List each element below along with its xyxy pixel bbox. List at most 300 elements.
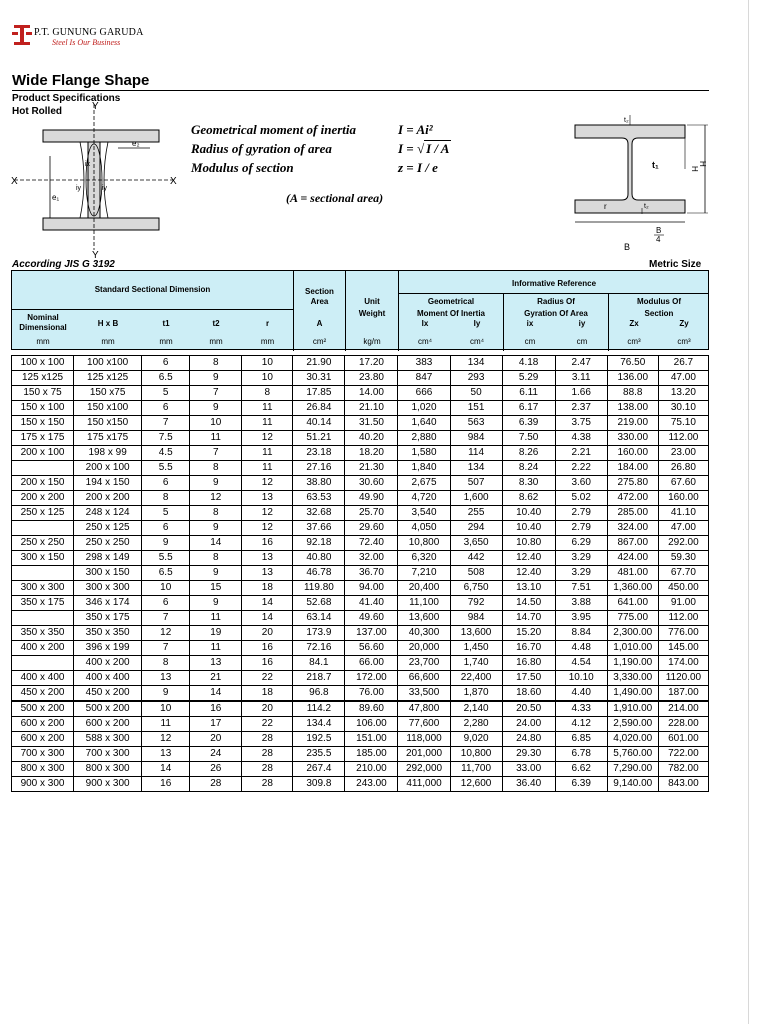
table-cell: 2.37 — [555, 401, 607, 416]
table-cell: 792 — [450, 596, 502, 611]
table-cell: 8.30 — [502, 476, 555, 491]
table-cell: 160.00 — [658, 491, 708, 506]
table-cell: 3,330.00 — [607, 671, 658, 686]
table-cell: 2,140 — [450, 701, 502, 717]
table-cell: 26.84 — [293, 401, 345, 416]
table-row — [12, 431, 709, 446]
table-cell: 350 x 350 — [12, 626, 74, 641]
table-cell: 66,600 — [398, 671, 450, 686]
company-tagline: Steel Is Our Business — [52, 38, 121, 47]
table-row — [12, 701, 709, 717]
table-cell: 1,640 — [398, 416, 450, 431]
table-cell: 1,190.00 — [607, 656, 658, 671]
table-cell: 900 x 300 — [74, 777, 142, 792]
table-cell: 67.60 — [658, 476, 708, 491]
table-cell: 300 x 300 — [12, 581, 74, 596]
table-cell: 23.00 — [658, 446, 708, 461]
table-cell: 800 x 300 — [12, 762, 74, 777]
table-cell: 8.26 — [502, 446, 555, 461]
table-cell: 300 x 150 — [74, 566, 142, 581]
table-cell: 2.21 — [555, 446, 607, 461]
table-cell: 7,290.00 — [607, 762, 658, 777]
table-cell: 16 — [242, 656, 293, 671]
table-cell: 2.79 — [555, 521, 607, 536]
table-cell: 46.78 — [293, 566, 345, 581]
table-cell: 13 — [142, 671, 190, 686]
table-row — [12, 777, 709, 792]
table-cell: 76.50 — [607, 356, 658, 371]
table-cell: 666 — [398, 386, 450, 401]
table-row — [12, 356, 709, 371]
table-cell: 6,750 — [450, 581, 502, 596]
h2-label: H — [698, 161, 707, 167]
standard-reference: According JIS G 3192 — [12, 259, 115, 270]
table-cell: 294 — [450, 521, 502, 536]
table-cell: 11,700 — [450, 762, 502, 777]
table-row — [12, 506, 709, 521]
table-row — [12, 371, 709, 386]
axis-y-bottom-label: Y — [92, 250, 99, 260]
table-cell: 14.00 — [345, 386, 398, 401]
table-cell: 3.60 — [555, 476, 607, 491]
table-cell: 12 — [190, 491, 242, 506]
table-cell: 134 — [450, 461, 502, 476]
table-cell: 23.18 — [293, 446, 345, 461]
page-edge — [748, 0, 749, 1024]
title-rule — [12, 90, 709, 91]
table-cell: 15 — [190, 581, 242, 596]
table-cell: 1.66 — [555, 386, 607, 401]
table-cell: 250 x 125 — [12, 506, 74, 521]
table-cell: 350 x 175 — [12, 596, 74, 611]
table-cell: 175 x175 — [74, 431, 142, 446]
table-cell: 50 — [450, 386, 502, 401]
table-cell: 4,050 — [398, 521, 450, 536]
table-cell: 5 — [142, 386, 190, 401]
table-cell: 12 — [142, 732, 190, 747]
table-cell: 13 — [242, 566, 293, 581]
table-cell: 28 — [242, 762, 293, 777]
axis-x-left-label: X — [11, 176, 18, 187]
table-cell: 481.00 — [607, 566, 658, 581]
table-cell: 11 — [190, 431, 242, 446]
table-cell: 255 — [450, 506, 502, 521]
table-cell: 293 — [450, 371, 502, 386]
table-cell: 72.16 — [293, 641, 345, 656]
table-cell: 8 — [190, 506, 242, 521]
table-cell: 800 x 300 — [74, 762, 142, 777]
table-cell: 1,740 — [450, 656, 502, 671]
t2-top-label: t₂ — [624, 117, 629, 124]
table-cell: 94.00 — [345, 581, 398, 596]
table-cell: 19 — [190, 626, 242, 641]
table-row — [12, 656, 709, 671]
hdr-informative: Informative Reference — [511, 279, 597, 288]
table-cell: 16 — [142, 777, 190, 792]
table-row — [12, 747, 709, 762]
table-cell: 472.00 — [607, 491, 658, 506]
table-cell: 900 x 300 — [12, 777, 74, 792]
table-cell: 292.00 — [658, 536, 708, 551]
table-cell: 151 — [450, 401, 502, 416]
table-cell: 47.00 — [658, 371, 708, 386]
page-title: Wide Flange Shape — [12, 72, 150, 89]
table-cell: 4.54 — [555, 656, 607, 671]
table-cell: 16.70 — [502, 641, 555, 656]
table-cell: 106.00 — [345, 717, 398, 732]
table-cell: 29.30 — [502, 747, 555, 762]
table-cell: 6.5 — [142, 371, 190, 386]
table-cell: 84.1 — [293, 656, 345, 671]
table-cell: 175 x 175 — [12, 431, 74, 446]
section-diagram-right — [560, 110, 720, 260]
table-cell: 150 x 100 — [12, 401, 74, 416]
table-cell: 10.10 — [555, 671, 607, 686]
table-cell: 383 — [398, 356, 450, 371]
h-label: H — [690, 166, 699, 172]
table-cell: 600 x 200 — [12, 717, 74, 732]
table-row — [12, 551, 709, 566]
table-cell: 3,650 — [450, 536, 502, 551]
table-cell: 782.00 — [658, 762, 708, 777]
table-cell: 2,280 — [450, 717, 502, 732]
table-cell: 2,590.00 — [607, 717, 658, 732]
table-cell: 198 x 99 — [74, 446, 142, 461]
table-cell: 400 x 200 — [74, 656, 142, 671]
table-row — [12, 581, 709, 596]
table-cell: 40.20 — [345, 431, 398, 446]
table-cell: 11 — [242, 416, 293, 431]
r-label: r — [604, 202, 607, 211]
table-cell: 91.00 — [658, 596, 708, 611]
table-cell: 21 — [190, 671, 242, 686]
table-cell: 1,020 — [398, 401, 450, 416]
company-logo-icon — [12, 24, 32, 46]
table-row — [12, 732, 709, 747]
table-cell: 9,140.00 — [607, 777, 658, 792]
table-cell: 14 — [242, 611, 293, 626]
table-cell: 15.20 — [502, 626, 555, 641]
table-cell: 1,490.00 — [607, 686, 658, 702]
b4-denominator: 4 — [656, 235, 661, 244]
table-cell: 40.80 — [293, 551, 345, 566]
table-cell: 13.20 — [658, 386, 708, 401]
table-cell: 9 — [190, 596, 242, 611]
table-cell: 243.00 — [345, 777, 398, 792]
table-cell: 300 x 150 — [12, 551, 74, 566]
table-cell: 28 — [242, 732, 293, 747]
table-cell: 63.14 — [293, 611, 345, 626]
table-cell: 16.80 — [502, 656, 555, 671]
table-cell: 2.47 — [555, 356, 607, 371]
table-cell: 9 — [190, 566, 242, 581]
table-cell: 16 — [242, 641, 293, 656]
table-cell: 41.40 — [345, 596, 398, 611]
table-cell: 33.00 — [502, 762, 555, 777]
table-cell: 396 x 199 — [74, 641, 142, 656]
table-cell: 28 — [242, 747, 293, 762]
table-cell: 601.00 — [658, 732, 708, 747]
table-cell: 7 — [142, 416, 190, 431]
table-cell: 114 — [450, 446, 502, 461]
table-cell: 500 x 200 — [74, 701, 142, 717]
table-cell: 1,840 — [398, 461, 450, 476]
table-cell: 867.00 — [607, 536, 658, 551]
table-cell: 8.84 — [555, 626, 607, 641]
table-cell: 160.00 — [607, 446, 658, 461]
table-cell: 3.11 — [555, 371, 607, 386]
table-cell: 23.80 — [345, 371, 398, 386]
table-cell: 6 — [142, 401, 190, 416]
table-cell: 324.00 — [607, 521, 658, 536]
table-cell: 26.7 — [658, 356, 708, 371]
table-cell: 17.50 — [502, 671, 555, 686]
table-cell: 49.60 — [345, 611, 398, 626]
table-cell: 192.5 — [293, 732, 345, 747]
table-cell: 210.00 — [345, 762, 398, 777]
table-cell: 77,600 — [398, 717, 450, 732]
table-cell: 2.22 — [555, 461, 607, 476]
table-cell: 12 — [242, 431, 293, 446]
table-cell: 14 — [190, 536, 242, 551]
table-cell: 6 — [142, 596, 190, 611]
table-cell: 173.9 — [293, 626, 345, 641]
table-cell: 7.51 — [555, 581, 607, 596]
table-row — [12, 536, 709, 551]
table-cell: 114.2 — [293, 701, 345, 717]
table-cell: 507 — [450, 476, 502, 491]
table-row — [12, 566, 709, 581]
table-cell: 12.40 — [502, 566, 555, 581]
table-cell: 5,760.00 — [607, 747, 658, 762]
table-cell: 6.39 — [502, 416, 555, 431]
table-cell: 2,880 — [398, 431, 450, 446]
table-cell: 30.10 — [658, 401, 708, 416]
table-cell: 10 — [190, 416, 242, 431]
table-cell: 13.10 — [502, 581, 555, 596]
table-cell — [12, 656, 74, 671]
table-cell: 14 — [142, 762, 190, 777]
area-note: (A = sectional area) — [286, 191, 384, 205]
table-cell: 23,700 — [398, 656, 450, 671]
table-cell: 134.4 — [293, 717, 345, 732]
table-cell: 508 — [450, 566, 502, 581]
table-cell: 16 — [190, 701, 242, 717]
table-cell: 24.00 — [502, 717, 555, 732]
table-cell: 4.40 — [555, 686, 607, 702]
iy-right-label: iy — [102, 185, 108, 192]
table-cell: 3.29 — [555, 566, 607, 581]
table-cell: 8 — [190, 356, 242, 371]
table-cell: 346 x 174 — [74, 596, 142, 611]
table-cell: 12 — [142, 626, 190, 641]
table-cell: 6.78 — [555, 747, 607, 762]
table-cell: 6.17 — [502, 401, 555, 416]
table-cell: 22 — [242, 717, 293, 732]
table-cell: 10.40 — [502, 521, 555, 536]
table-cell: 6.29 — [555, 536, 607, 551]
table-cell: 14 — [190, 686, 242, 702]
table-cell: 100 x100 — [74, 356, 142, 371]
table-cell: 11 — [242, 461, 293, 476]
table-cell: 200 x 200 — [74, 491, 142, 506]
table-cell: 14.50 — [502, 596, 555, 611]
table-cell: 88.8 — [607, 386, 658, 401]
table-cell: 1120.00 — [658, 671, 708, 686]
table-cell: 9 — [190, 401, 242, 416]
b-label: B — [624, 242, 631, 252]
table-cell: 1,600 — [450, 491, 502, 506]
table-cell: 174.00 — [658, 656, 708, 671]
t2-bottom-label: t₂ — [644, 203, 649, 210]
table-row — [12, 596, 709, 611]
table-cell: 150 x 75 — [12, 386, 74, 401]
table-cell: 4.12 — [555, 717, 607, 732]
table-cell: 6.62 — [555, 762, 607, 777]
table-cell: 285.00 — [607, 506, 658, 521]
table-cell — [12, 461, 74, 476]
table-cell: 424.00 — [607, 551, 658, 566]
table-cell: 12.40 — [502, 551, 555, 566]
table-cell: 1,910.00 — [607, 701, 658, 717]
table-cell: 500 x 200 — [12, 701, 74, 717]
table-cell: 214.00 — [658, 701, 708, 717]
table-cell: 11,100 — [398, 596, 450, 611]
table-cell: 151.00 — [345, 732, 398, 747]
table-cell: 4,720 — [398, 491, 450, 506]
table-cell: 40.14 — [293, 416, 345, 431]
e2-label: e₂ — [132, 139, 140, 148]
table-cell: 14.70 — [502, 611, 555, 626]
table-cell: 7,210 — [398, 566, 450, 581]
table-cell: 150 x100 — [74, 401, 142, 416]
table-cell: 275.80 — [607, 476, 658, 491]
table-cell: 563 — [450, 416, 502, 431]
table-cell: 63.53 — [293, 491, 345, 506]
table-cell: 9 — [190, 476, 242, 491]
table-cell: 228.00 — [658, 717, 708, 732]
table-cell: 3.95 — [555, 611, 607, 626]
table-row — [12, 717, 709, 732]
table-cell: 145.00 — [658, 641, 708, 656]
table-row — [12, 461, 709, 476]
table-cell: 843.00 — [658, 777, 708, 792]
table-cell: 38.80 — [293, 476, 345, 491]
table-cell: 2,675 — [398, 476, 450, 491]
table-cell: 9 — [190, 371, 242, 386]
table-cell: 22 — [242, 671, 293, 686]
table-cell: 32.00 — [345, 551, 398, 566]
table-cell: 201,000 — [398, 747, 450, 762]
table-cell: 250 x 125 — [74, 521, 142, 536]
table-cell: 6.85 — [555, 732, 607, 747]
table-cell: 700 x 300 — [74, 747, 142, 762]
table-cell: 150 x150 — [74, 416, 142, 431]
table-cell: 8 — [142, 491, 190, 506]
table-cell: 9 — [190, 521, 242, 536]
table-cell: 984 — [450, 611, 502, 626]
table-cell: 847 — [398, 371, 450, 386]
table-cell: 411,000 — [398, 777, 450, 792]
table-cell: 52.68 — [293, 596, 345, 611]
table-cell: 29.60 — [345, 521, 398, 536]
table-cell: 8 — [190, 461, 242, 476]
table-cell: 37.66 — [293, 521, 345, 536]
table-cell: 28 — [242, 777, 293, 792]
table-cell: 18.20 — [345, 446, 398, 461]
table-cell: 200 x 150 — [12, 476, 74, 491]
table-cell: 187.00 — [658, 686, 708, 702]
metric-size-label: Metric Size — [649, 259, 702, 270]
table-cell: 92.18 — [293, 536, 345, 551]
table-cell: 13 — [242, 551, 293, 566]
table-cell: 100 x 100 — [12, 356, 74, 371]
table-cell: 26 — [190, 762, 242, 777]
table-cell: 11 — [242, 401, 293, 416]
table-cell: 200 x 200 — [12, 491, 74, 506]
table-cell: 96.8 — [293, 686, 345, 702]
table-cell: 9 — [142, 686, 190, 702]
table-cell: 10.80 — [502, 536, 555, 551]
table-cell: 8 — [190, 551, 242, 566]
table-cell: 300 x 300 — [74, 581, 142, 596]
table-cell: 17 — [190, 717, 242, 732]
table-cell: 641.00 — [607, 596, 658, 611]
table-cell: 30.31 — [293, 371, 345, 386]
table-cell: 12 — [242, 521, 293, 536]
table-cell: 248 x 124 — [74, 506, 142, 521]
table-cell: 10,800 — [450, 747, 502, 762]
table-cell: 776.00 — [658, 626, 708, 641]
table-cell: 20 — [190, 732, 242, 747]
table-cell: 442 — [450, 551, 502, 566]
table-cell — [12, 611, 74, 626]
table-cell: 9 — [142, 536, 190, 551]
table-cell: 137.00 — [345, 626, 398, 641]
table-cell: 125 x125 — [12, 371, 74, 386]
table-cell: 20 — [242, 626, 293, 641]
table-cell: 6.5 — [142, 566, 190, 581]
table-cell: 450 x 200 — [12, 686, 74, 702]
table-cell: 3.29 — [555, 551, 607, 566]
table-cell: 134 — [450, 356, 502, 371]
table-cell: 4.38 — [555, 431, 607, 446]
table-cell: 450 x 200 — [74, 686, 142, 702]
table-cell: 1,360.00 — [607, 581, 658, 596]
table-row — [12, 416, 709, 431]
table-cell: 89.60 — [345, 701, 398, 717]
table-cell: 4.5 — [142, 446, 190, 461]
table-cell: 125 x125 — [74, 371, 142, 386]
table-cell: 4.48 — [555, 641, 607, 656]
table-cell: 700 x 300 — [12, 747, 74, 762]
table-cell: 10.40 — [502, 506, 555, 521]
table-cell: 22,400 — [450, 671, 502, 686]
table-cell: 28 — [190, 777, 242, 792]
table-cell: 250 x 250 — [12, 536, 74, 551]
table-cell: 5 — [142, 506, 190, 521]
iy-left-label: iy — [76, 185, 82, 192]
table-cell: 26.80 — [658, 461, 708, 476]
table-cell: 4,020.00 — [607, 732, 658, 747]
table-cell: 24 — [190, 747, 242, 762]
table-cell: 5.02 — [555, 491, 607, 506]
table-cell: 27.16 — [293, 461, 345, 476]
table-cell: 32.68 — [293, 506, 345, 521]
table-cell: 119.80 — [293, 581, 345, 596]
table-cell: 6 — [142, 356, 190, 371]
table-cell: 5.29 — [502, 371, 555, 386]
